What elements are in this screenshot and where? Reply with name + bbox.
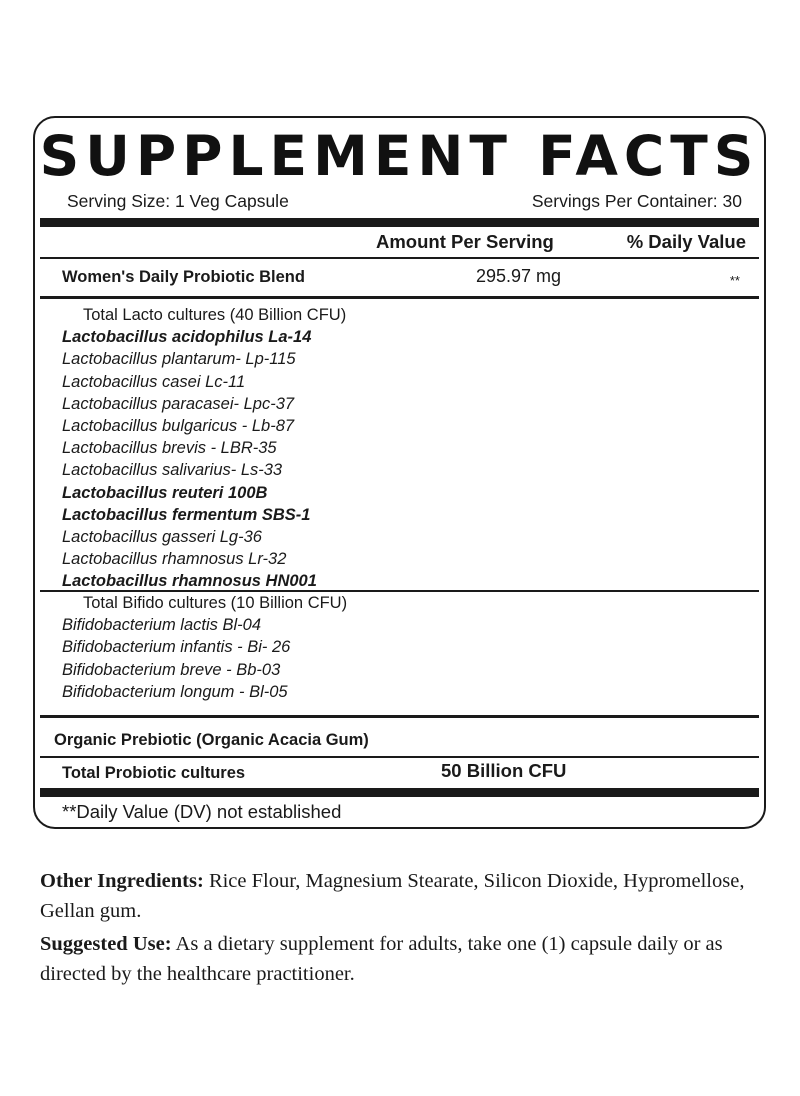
list-item: Lactobacillus paracasei- Lpc-37 bbox=[62, 394, 295, 413]
blend-amount: 295.97 mg bbox=[476, 266, 562, 286]
serving-size: Serving Size: 1 Veg Capsule bbox=[67, 191, 289, 211]
list-item: Lactobacillus brevis - LBR-35 bbox=[62, 439, 277, 458]
list-item: Bifidobacterium infantis - Bi- 26 bbox=[62, 638, 291, 657]
list-item: Bifidobacterium longum - Bl-05 bbox=[62, 682, 288, 701]
list-item: Lactobacillus gasseri Lg-36 bbox=[62, 528, 262, 547]
total-cultures-label: Total Probiotic cultures bbox=[62, 764, 246, 782]
list-item: Lactobacillus bulgaricus - Lb-87 bbox=[62, 417, 295, 436]
divider bbox=[40, 296, 759, 299]
servings-per-container: Servings Per Container: 30 bbox=[531, 191, 742, 211]
thick-rule bbox=[40, 788, 759, 797]
column-header-amount: Amount Per Serving bbox=[376, 231, 554, 252]
suggested-use bbox=[40, 929, 770, 989]
list-item: Lactobacillus reuteri 100B bbox=[62, 483, 268, 502]
blend-daily-value: ** bbox=[729, 273, 740, 288]
supplement-facts-panel bbox=[33, 116, 766, 829]
list-item: Lactobacillus rhamnosus HN001 bbox=[62, 572, 317, 591]
list-item: Lactobacillus plantarum- Lp-115 bbox=[62, 350, 296, 369]
divider bbox=[40, 257, 759, 259]
list-item: Lactobacillus rhamnosus Lr-32 bbox=[62, 550, 287, 569]
thick-rule bbox=[40, 218, 759, 227]
suggested-use-label: Suggested Use: bbox=[40, 933, 172, 955]
bifido-cultures-list bbox=[62, 592, 347, 703]
list-item: Bifidobacterium breve - Bb-03 bbox=[62, 660, 281, 679]
suggested-use-text: As a dietary supplement for adults, take one (1) capsule daily or as directed by the healthcare practitioner. bbox=[40, 933, 723, 985]
divider bbox=[40, 756, 759, 758]
panel-title: SUPPLEMENT FACTS bbox=[39, 124, 760, 188]
list-item: Lactobacillus casei Lc-11 bbox=[62, 372, 246, 391]
divider bbox=[40, 715, 759, 718]
lacto-group-header: Total Lacto cultures (40 Billion CFU) bbox=[83, 306, 347, 324]
blend-name: Women's Daily Probiotic Blend bbox=[62, 268, 305, 286]
prebiotic-row: Organic Prebiotic (Organic Acacia Gum) bbox=[54, 731, 369, 749]
list-item: Bifidobacterium lactis Bl-04 bbox=[62, 616, 261, 635]
lacto-cultures-list bbox=[62, 304, 346, 593]
other-ingredients-text: Rice Flour, Magnesium Stearate, Silicon Dioxide, Hypromellose, Gellan gum. bbox=[40, 870, 745, 922]
column-header-daily-value: % Daily Value bbox=[626, 231, 746, 252]
list-item: Lactobacillus fermentum SBS-1 bbox=[62, 505, 311, 524]
list-item: Lactobacillus acidophilus La-14 bbox=[62, 328, 312, 347]
total-cultures-value: 50 Billion CFU bbox=[441, 760, 567, 781]
other-ingredients bbox=[40, 866, 770, 926]
bifido-group-header: Total Bifido cultures (10 Billion CFU) bbox=[83, 594, 348, 612]
list-item: Lactobacillus salivarius- Ls-33 bbox=[62, 461, 283, 480]
footnote: **Daily Value (DV) not established bbox=[62, 801, 342, 822]
other-ingredients-label: Other Ingredients: bbox=[40, 870, 204, 892]
